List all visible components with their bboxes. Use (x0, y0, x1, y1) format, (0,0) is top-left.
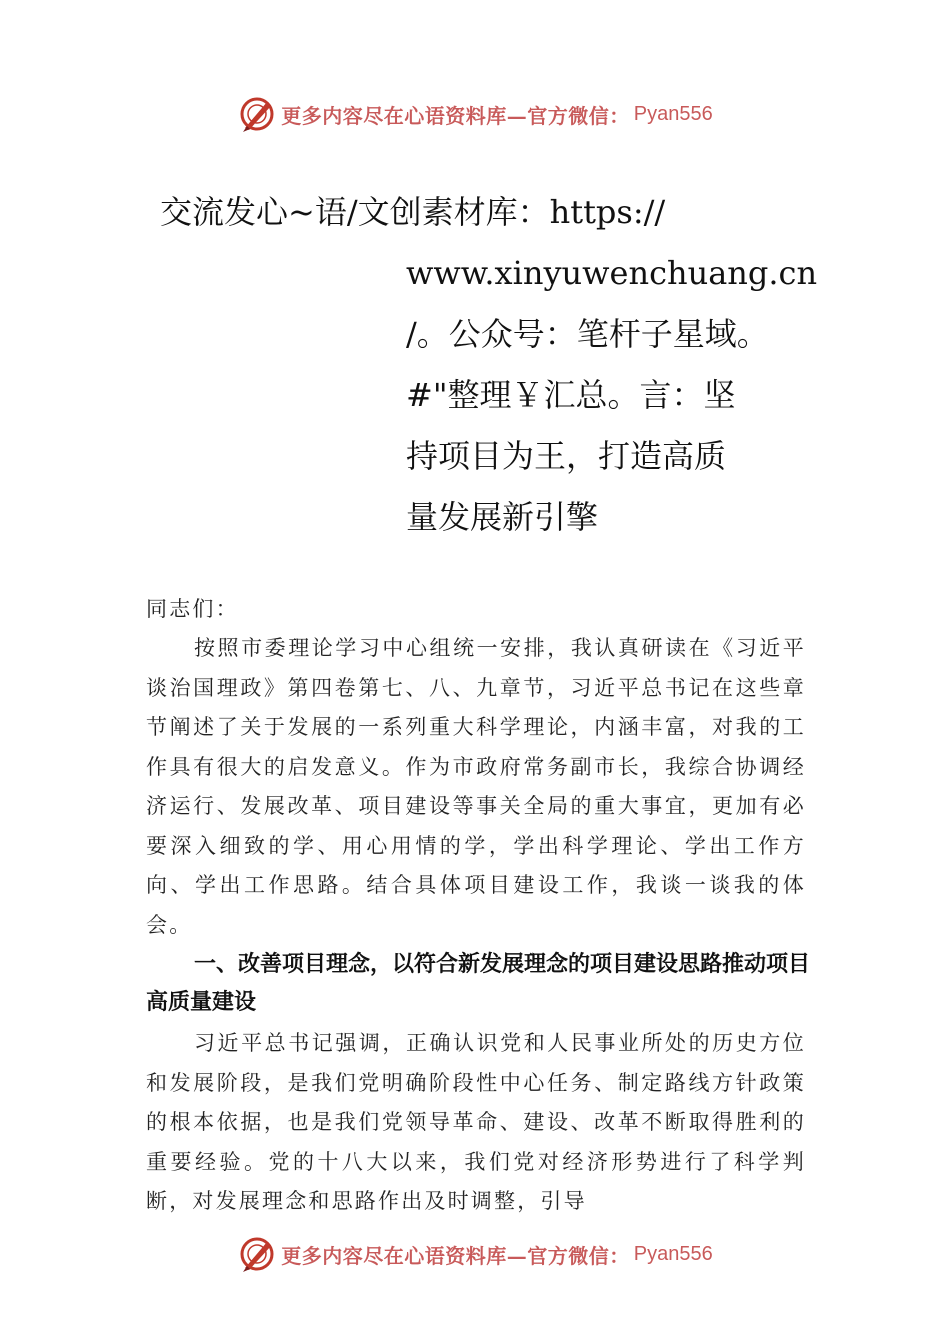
title-line-1: 交流发心~语/文创素材库：https:// (160, 193, 666, 231)
title-line-6: 量发展新引擎 (406, 498, 599, 536)
pen-seal-logo-icon (237, 1234, 277, 1274)
paragraph-2: 习近平总书记强调，正确认识党和人民事业所处的历史方位和发展阶段，是我们党明确阶段性中心任务、制定路线方针政策的根本依据，也是我们党领导革命、建设、改革不断取得胜利的重要经验。党的十八大以来，我们党对经济形势进行了科学判断，对发展理念和思路作出及时调整，引导 (146, 1031, 806, 1213)
paragraph-1: 按照市委理论学习中心组统一安排，我认真研读在《习近平谈治国理政》第四卷第七、八、九章节，习近平总书记在这些章节阐述了关于发展的一系列重大科学理论，内涵丰富，对我的工作具有很大的启发意义。作为市政府常务副市长，我综合协调经济运行、发展改革、项目建设等事关全局的重大事宜，更加有必要深入细致的学、用心用情的学，学出科学理论、学出工作方向、学出工作思路。结合具体项目建设工作，我谈一谈我的体会。 (146, 636, 806, 937)
banner-wechat-id: Pyan556 (633, 102, 713, 125)
pen-seal-logo-icon (237, 94, 277, 134)
title-line-2: www.xinyuwenchuang.cn (406, 254, 818, 292)
footer-banner (0, 1234, 950, 1274)
banner-text: 更多内容尽在心语资料库—官方微信： (281, 1243, 630, 1268)
title-line-4: #"整理￥汇总。言：坚 (406, 376, 736, 414)
title-line-5: 持项目为王，打造高质 (406, 437, 727, 475)
greeting: 同志们： (146, 597, 239, 621)
banner-wechat-id: Pyan556 (633, 1242, 713, 1265)
title-line-3: /。公众号：笔杆子星域。 (406, 315, 769, 353)
section-heading-1: 一、改善项目理念，以符合新发展理念的项目建设思路推动项目高质量建设 (146, 952, 811, 1015)
header-banner (0, 94, 950, 134)
banner-text: 更多内容尽在心语资料库—官方微信： (281, 103, 630, 128)
